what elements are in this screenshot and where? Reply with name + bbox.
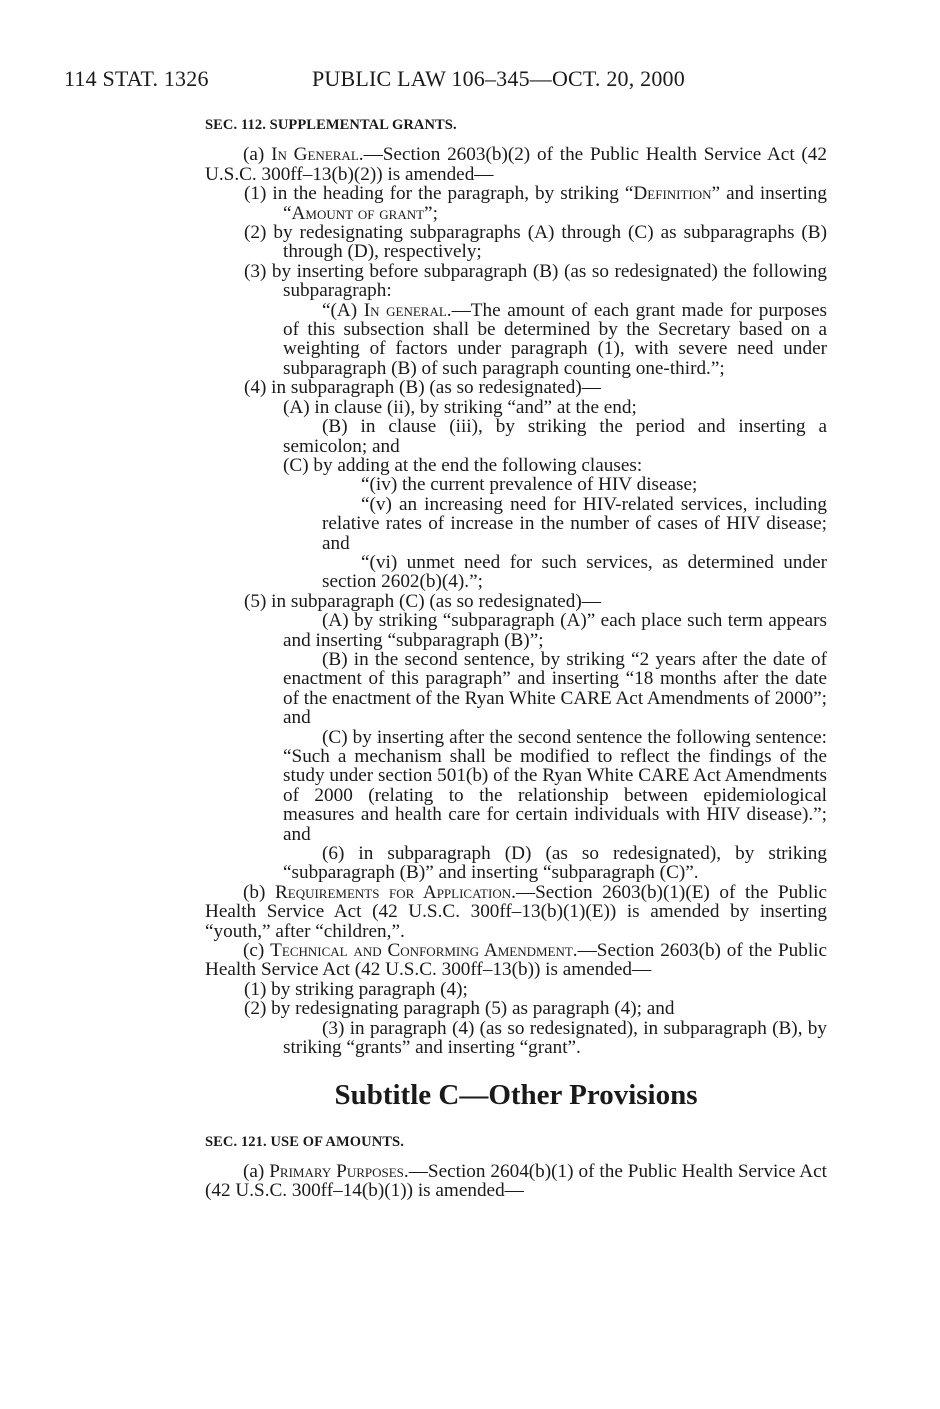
section-121-heading: SEC. 121. USE OF AMOUNTS. [205, 1133, 404, 1150]
public-law-citation: PUBLIC LAW 106–345—OCT. 20, 2000 [312, 66, 685, 91]
paragraph-4: (4) in subparagraph (B) (as so redesignated)— [244, 377, 601, 399]
subsection-b-text: .—Section 2603(b)(1)(E) of the Public Health Service Act (42 U.S.C. 300ff–13(b)(1)(E)) is amended by inserting “youth,” after “children,”. [205, 881, 827, 942]
subsection-b [205, 883, 827, 941]
section-121-a-text: .—Section 2604(b)(1) of the Public Health Service Act (42 U.S.C. 300ff–14(b)(1)) is amended— [205, 1160, 828, 1202]
section-121-subsection-a [205, 1162, 827, 1201]
paragraph-5: (5) in subparagraph (C) (as so redesignated)— [244, 590, 601, 612]
section-121-a-heading: Primary Purposes [269, 1160, 404, 1182]
subtitle-heading: Subtitle C—Other Provisions [334, 1078, 698, 1111]
paragraph-3: (3) by inserting before subparagraph (B) (as so redesignated) the following subparagraph: [244, 260, 827, 302]
subsection-a-text: .—Section 2603(b)(2) of the Public Health Service Act (42 U.S.C. 300ff–13(b)(2)) is amended— [205, 144, 827, 185]
clause-iv: “(iv) the current prevalence of HIV disease; [361, 474, 698, 496]
subsection-a-lead: (a) [243, 144, 272, 166]
subsection-b-lead: (b) [243, 881, 275, 903]
paragraph-6: (6) in subparagraph (D) (as so redesignated), by striking “subparagraph (B)” and inserting “subparagraph (C)”. [283, 843, 827, 884]
quoted-subparagraph-text: .—The amount of each grant made for purposes of this subsection shall be determined by the Secretary based on a weighting of factors under paragraph (1), with severe need under subparagraph (B) of such paragraph counting one-third.”; [283, 299, 827, 379]
paragraph-5-c: (C) by inserting after the second sentence the following sentence: “Such a mechanism shall be modified to reflect the findings of the study under section 501(b) of the Ryan White CARE Act Amendments of 2000 (relating to the relationship between epidemiological measures and health care for certain individuals with HIV disease).”; and [283, 726, 827, 845]
section-112-heading: SEC. 112. SUPPLEMENTAL GRANTS. [205, 117, 457, 133]
subsection-a-heading: In General [271, 144, 359, 166]
paragraph-1 [205, 184, 827, 223]
paragraph-2: (2) by redesignating subparagraphs (A) through (C) as subparagraphs (B) through (D), respectively; [244, 222, 827, 263]
paragraph-1-mid: ” and inserting “ [283, 183, 827, 224]
paragraph-4-a: (A) in clause (ii), by striking “and” at the end; [283, 396, 637, 418]
quoted-subparagraph-a [205, 301, 827, 379]
stat-page-number: 114 STAT. 1326 [64, 66, 209, 91]
subsection-c [205, 941, 827, 980]
paragraph-1-post: ”; [424, 202, 438, 224]
page-header [64, 66, 685, 92]
subsection-c-paragraph-3: (3) in paragraph (4) (as so redesignated), in subparagraph (B), by striking “grants” and inserting “grant”. [283, 1017, 827, 1059]
section-121-a-lead: (a) [243, 1160, 270, 1182]
subsection-c-lead: (c) [243, 940, 271, 962]
paragraph-1-caps-amount: Amount of grant [291, 202, 425, 224]
subsection-c-paragraph-1: (1) by striking paragraph (4); [244, 978, 468, 1000]
paragraph-1-pre: (1) in the heading for the paragraph, by striking “ [244, 183, 634, 205]
paragraph-5-b: (B) in the second sentence, by striking “2 years after the date of enactment of this paragraph” and inserting “18 months after the date of the enactment of the Ryan White CARE Act Amendments of 2000”; and [283, 648, 828, 729]
subsection-a [205, 145, 827, 184]
subsection-b-heading: Requirements for Application [274, 881, 512, 903]
clause-v: “(v) an increasing need for HIV-related services, including relative rates of increase in the number of cases of HIV disease; and [322, 493, 827, 554]
paragraph-4-b: (B) in clause (iii), by striking the period and inserting a semicolon; and [283, 416, 827, 457]
subsection-c-text: .—Section 2603(b) of the Public Health Service Act (42 U.S.C. 300ff–13(b)) is amended— [205, 940, 827, 981]
quoted-subparagraph-heading: In general [363, 299, 447, 321]
paragraph-5-a: (A) by striking “subparagraph (A)” each place such term appears and inserting “subparagraph (B)”; [283, 610, 827, 651]
paragraph-1-caps-definition: Definition [633, 183, 712, 205]
paragraph-4-c: (C) by adding at the end the following clauses: [283, 454, 643, 476]
subsection-c-heading: Technical and Conforming Amendment [270, 940, 573, 962]
subsection-c-paragraph-2: (2) by redesignating paragraph (5) as paragraph (4); and [244, 998, 675, 1020]
clause-vi: “(vi) unmet need for such services, as determined under section 2602(b)(4).”; [322, 551, 827, 593]
quoted-subparagraph-lead: “(A) [322, 299, 364, 321]
document-body [205, 116, 827, 1201]
